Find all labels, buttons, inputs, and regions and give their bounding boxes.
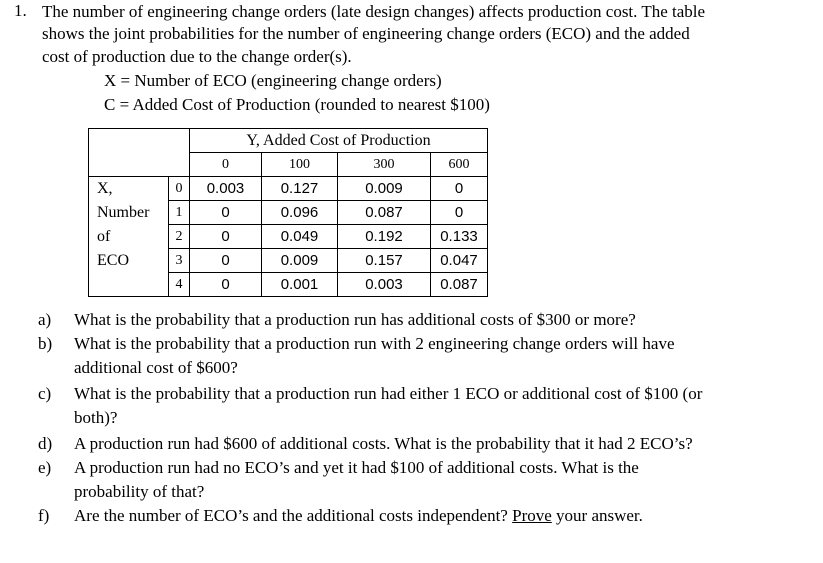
question-text: A production run had $600 of additional costs. What is the probability that it had 2 ECO’s? xyxy=(74,434,693,453)
row-label-blank xyxy=(89,273,169,297)
table-cell: 0.049 xyxy=(262,225,338,249)
table-cell: 0.096 xyxy=(262,201,338,225)
question-text-cont: both)? xyxy=(74,408,118,427)
table-cell: 0 xyxy=(190,225,262,249)
table-cell: 0.087 xyxy=(431,273,488,297)
question-letter: f) xyxy=(38,506,50,525)
table-cell: 0 xyxy=(190,273,262,297)
table-cell: 0.157 xyxy=(338,249,431,273)
question-letter: a) xyxy=(38,310,52,329)
table-cell: 0 xyxy=(431,201,488,225)
table-cell: 0.087 xyxy=(338,201,431,225)
cost-header-100: 100 xyxy=(262,153,338,177)
row-label-line-1: X, xyxy=(89,177,169,201)
question-text: What is the probability that a production run has additional costs of $300 or more? xyxy=(74,310,636,329)
table-cell: 0 xyxy=(190,249,262,273)
question-letter: d) xyxy=(38,434,53,453)
intro-line-2: shows the joint probabilities for the number of engineering change orders (ECO) and the added xyxy=(42,24,690,43)
question-e xyxy=(38,456,818,504)
question-letter: b) xyxy=(38,334,53,353)
question-text: What is the probability that a production run with 2 engineering change orders will have xyxy=(74,334,675,353)
cost-header-600: 600 xyxy=(431,153,488,177)
x-value-4: 4 xyxy=(169,273,190,297)
question-c xyxy=(38,382,818,432)
question-text-cont: additional cost of $600? xyxy=(74,358,238,377)
question-f xyxy=(38,504,818,528)
row-label-line-2: Number xyxy=(89,201,169,225)
question-text-cont: probability of that? xyxy=(74,482,205,501)
cost-header-0: 0 xyxy=(190,153,262,177)
question-a xyxy=(38,308,818,332)
row-label-line-3: of xyxy=(89,225,169,249)
question-b xyxy=(38,332,818,382)
table-corner-cell xyxy=(89,129,190,177)
table-cell: 0.133 xyxy=(431,225,488,249)
question-f-text-end: your answer. xyxy=(556,506,643,525)
x-value-1: 1 xyxy=(169,201,190,225)
cost-header-300: 300 xyxy=(338,153,431,177)
question-list xyxy=(38,308,818,528)
definition-x: X = Number of ECO (engineering change orders) xyxy=(104,71,442,90)
question-f-text-start: Are the number of ECO’s and the additional costs independent? xyxy=(74,506,508,525)
problem-number: 1. xyxy=(14,1,27,20)
question-text: What is the probability that a production run had either 1 ECO or additional cost of $100 (or xyxy=(74,384,703,403)
row-label-line-4: ECO xyxy=(89,249,169,273)
joint-probability-table xyxy=(88,128,488,297)
prove-underlined-word: Prove xyxy=(512,506,552,525)
table-cell: 0.192 xyxy=(338,225,431,249)
definition-c: C = Added Cost of Production (rounded to nearest $100) xyxy=(104,95,490,114)
x-value-3: 3 xyxy=(169,249,190,273)
table-cell: 0.047 xyxy=(431,249,488,273)
table-cell: 0.003 xyxy=(338,273,431,297)
question-letter: e) xyxy=(38,458,52,477)
table-header-title: Y, Added Cost of Production xyxy=(190,129,488,153)
x-value-0: 0 xyxy=(169,177,190,201)
table-cell: 0.127 xyxy=(262,177,338,201)
question-d xyxy=(38,432,818,456)
question-text xyxy=(74,504,643,528)
table-cell: 0 xyxy=(431,177,488,201)
x-value-2: 2 xyxy=(169,225,190,249)
table-cell: 0.001 xyxy=(262,273,338,297)
table-cell: 0.009 xyxy=(262,249,338,273)
table-cell: 0.003 xyxy=(190,177,262,201)
table-cell: 0.009 xyxy=(338,177,431,201)
intro-line-1: The number of engineering change orders (late design changes) affects production cost. The table xyxy=(42,2,706,21)
question-text: A production run had no ECO’s and yet it had $100 of additional costs. What is the xyxy=(74,458,639,477)
intro-line-3: cost of production due to the change order(s). xyxy=(42,47,352,66)
question-letter: c) xyxy=(38,384,52,403)
table-cell: 0 xyxy=(190,201,262,225)
